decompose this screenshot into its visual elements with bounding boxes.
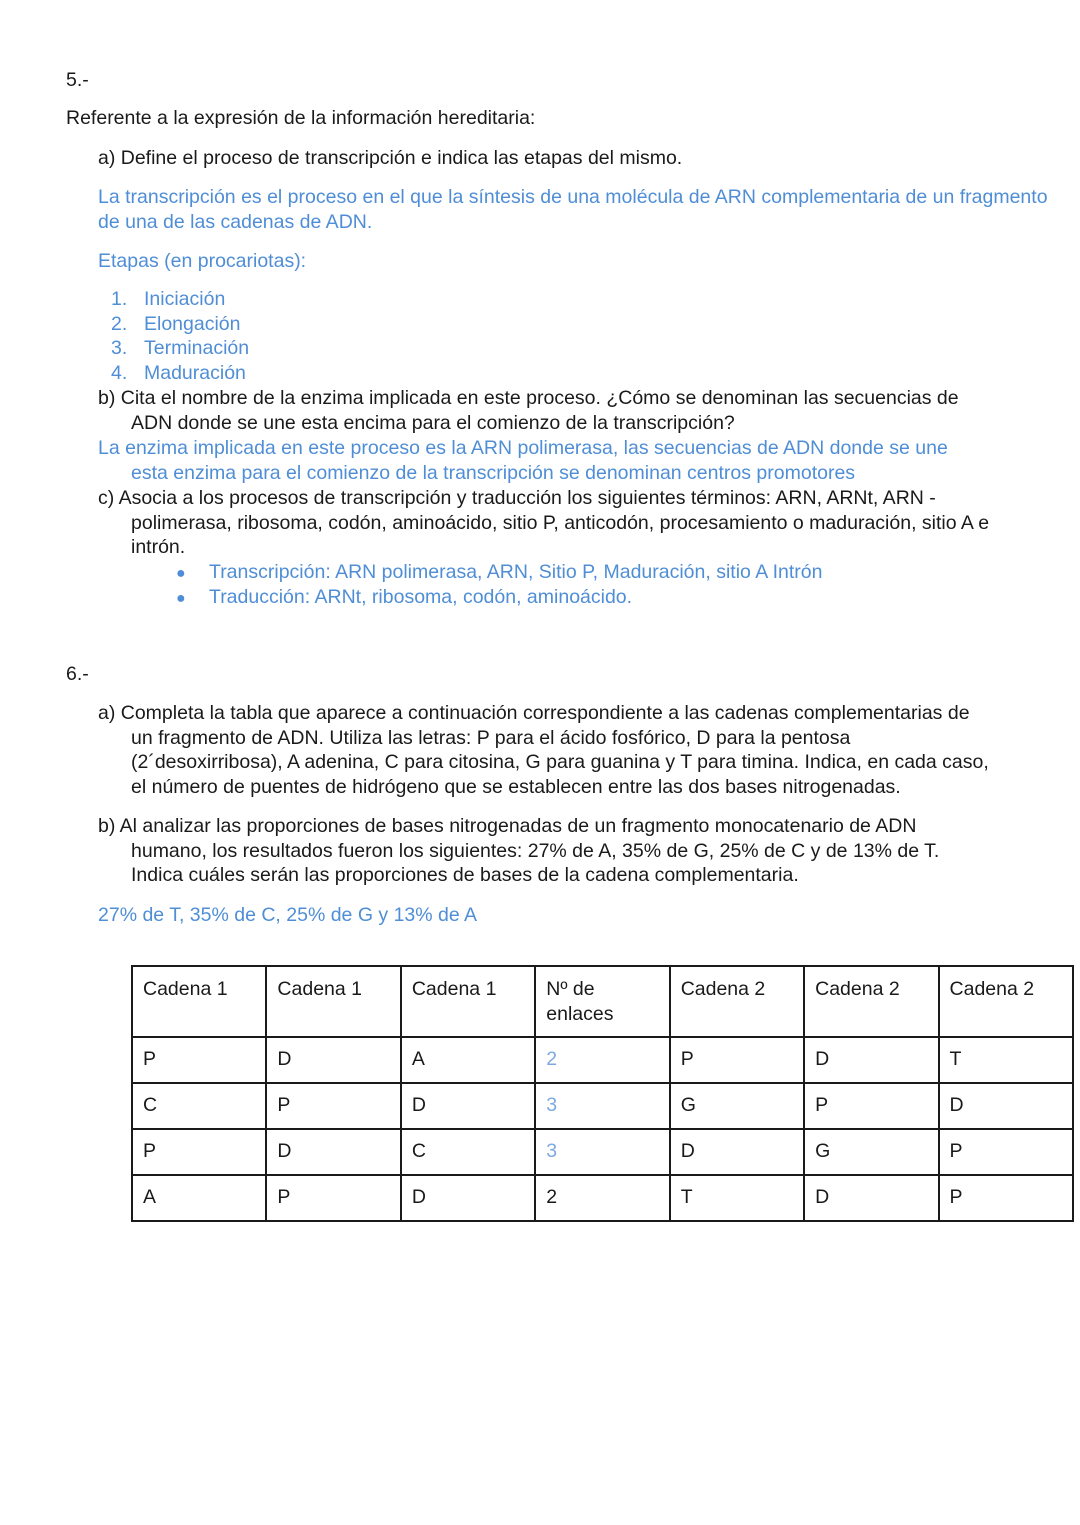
table-header-cell: Cadena 1 [401,966,535,1037]
table-cell: D [266,1129,400,1175]
question-5b-answer [98,436,1058,485]
table-cell: D [266,1037,400,1083]
table-cell: D [939,1083,1073,1129]
list-number: 1. [111,288,128,310]
table-row [132,1083,1073,1129]
list-item [111,361,249,386]
table-cell: P [266,1175,400,1221]
answer-line: de una de las cadenas de ADN. [98,210,373,233]
table-cell: A [132,1175,266,1221]
question-line: intrón. [131,536,186,558]
question-5c-text [98,486,1058,560]
table-header-cell: Cadena 2 [939,966,1073,1037]
question-line: el número de puentes de hidrógeno que se establecen entre las dos bases nitrogenadas. [131,775,901,798]
question-line: b) Cita el nombre de la enzima implicada en este proceso. ¿Cómo se denominan las secuencias de [98,387,959,409]
question-6-number: 6.- [66,663,89,685]
question-5-intro: Referente a la expresión de la información hereditaria: [66,107,536,129]
question-5a-text: a) Define el proceso de transcripción e indica las etapas del mismo. [98,147,683,169]
list-item [111,312,249,337]
list-item-text: Elongación [144,312,241,335]
question-line: polimerasa, ribosoma, codón, aminoácido, sitio P, anticodón, procesamiento o maduración, sitio A e [131,511,990,534]
question-line: (2´desoxirribosa), A adenina, C para citosina, G para guanina y T para timina. Indica, en cada caso, [131,751,989,773]
table-cell: P [939,1175,1073,1221]
table-cell: D [401,1175,535,1221]
question-line: ADN donde se une esta encima para el comienzo de la transcripción? [131,411,735,434]
stages-title: Etapas (en procariotas): [98,250,307,272]
question-line: humano, los resultados fueron los siguientes: 27% de A, 35% de G, 25% de C y de 13% de T. [131,839,940,862]
table-row [132,1037,1073,1083]
table-header-cell: Cadena 2 [670,966,804,1037]
list-item [111,336,249,361]
table-cell: C [132,1083,266,1129]
answer-line: La transcripción es el proceso en el que la síntesis de una molécula de ARN complementaria de un fragmento [98,186,1048,208]
table-row [132,1175,1073,1221]
table-cell: T [670,1175,804,1221]
table-cell: P [804,1083,938,1129]
list-number: 2. [111,312,128,335]
list-number: 4. [111,361,128,384]
table-cell: P [266,1083,400,1129]
table-cell: D [804,1175,938,1221]
list-item-text: Traducción: ARNt, ribosoma, codón, aminoácido. [209,586,633,608]
table-cell: D [670,1129,804,1175]
dna-chain-table [131,965,1074,1222]
question-5c-answers [176,560,822,610]
table-cell: P [939,1129,1073,1175]
table-cell: 3 [535,1083,669,1129]
bullet-icon: ● [176,590,186,607]
question-line: un fragmento de ADN. Utiliza las letras: P para el ácido fosfórico, D para la pentosa [131,726,851,749]
question-5a-answer [98,185,1048,234]
table-cell: P [670,1037,804,1083]
list-number: 3. [111,337,128,359]
table-cell: 3 [535,1129,669,1175]
question-line: c) Asocia a los procesos de transcripción y traducción los siguientes términos: ARN, ARNt, ARN - [98,487,936,509]
question-line: Indica cuáles serán las proporciones de bases de la cadena complementaria. [131,864,799,886]
answer-line: La enzima implicada en este proceso es la ARN polimerasa, las secuencias de ADN donde se une [98,437,948,459]
list-item-text: Iniciación [144,288,226,310]
table-cell: 2 [535,1037,669,1083]
table-cell: T [939,1037,1073,1083]
table-cell: 2 [535,1175,669,1221]
header-text: enlaces [546,1002,614,1025]
table-cell: G [670,1083,804,1129]
bullet-icon: ● [176,565,186,582]
question-6a-text [98,701,1058,799]
table-header-row [132,966,1073,1037]
table-row [132,1129,1073,1175]
table-header-cell: Cadena 1 [132,966,266,1037]
stages-list [111,287,249,385]
question-5-number: 5.- [66,69,89,91]
table-cell: A [401,1037,535,1083]
table-header-cell: Cadena 2 [804,966,938,1037]
question-6b-answer: 27% de T, 35% de C, 25% de G y 13% de A [98,904,478,926]
list-item-text: Transcripción: ARN polimerasa, ARN, Sitio P, Maduración, sitio A Intrón [209,561,823,583]
question-5b-text [98,386,1058,435]
header-text: Nº de [546,978,595,1000]
question-line: b) Al analizar las proporciones de bases nitrogenadas de un fragmento monocatenario de ADN [98,815,917,837]
list-item-text: Maduración [144,361,246,384]
list-item [176,585,822,610]
table-header-cell [535,966,669,1037]
table-cell: D [804,1037,938,1083]
list-item [176,560,822,585]
table-cell: P [132,1129,266,1175]
question-6b-text [98,814,1058,888]
table-cell: C [401,1129,535,1175]
table-cell: G [804,1129,938,1175]
table-header-cell: Cadena 1 [266,966,400,1037]
question-line: a) Completa la tabla que aparece a continuación correspondiente a las cadenas complementarias de [98,702,970,724]
list-item [111,287,249,312]
table-cell: P [132,1037,266,1083]
table-cell: D [401,1083,535,1129]
answer-line: esta enzima para el comienzo de la transcripción se denominan centros promotores [131,461,856,484]
list-item-text: Terminación [144,337,250,359]
